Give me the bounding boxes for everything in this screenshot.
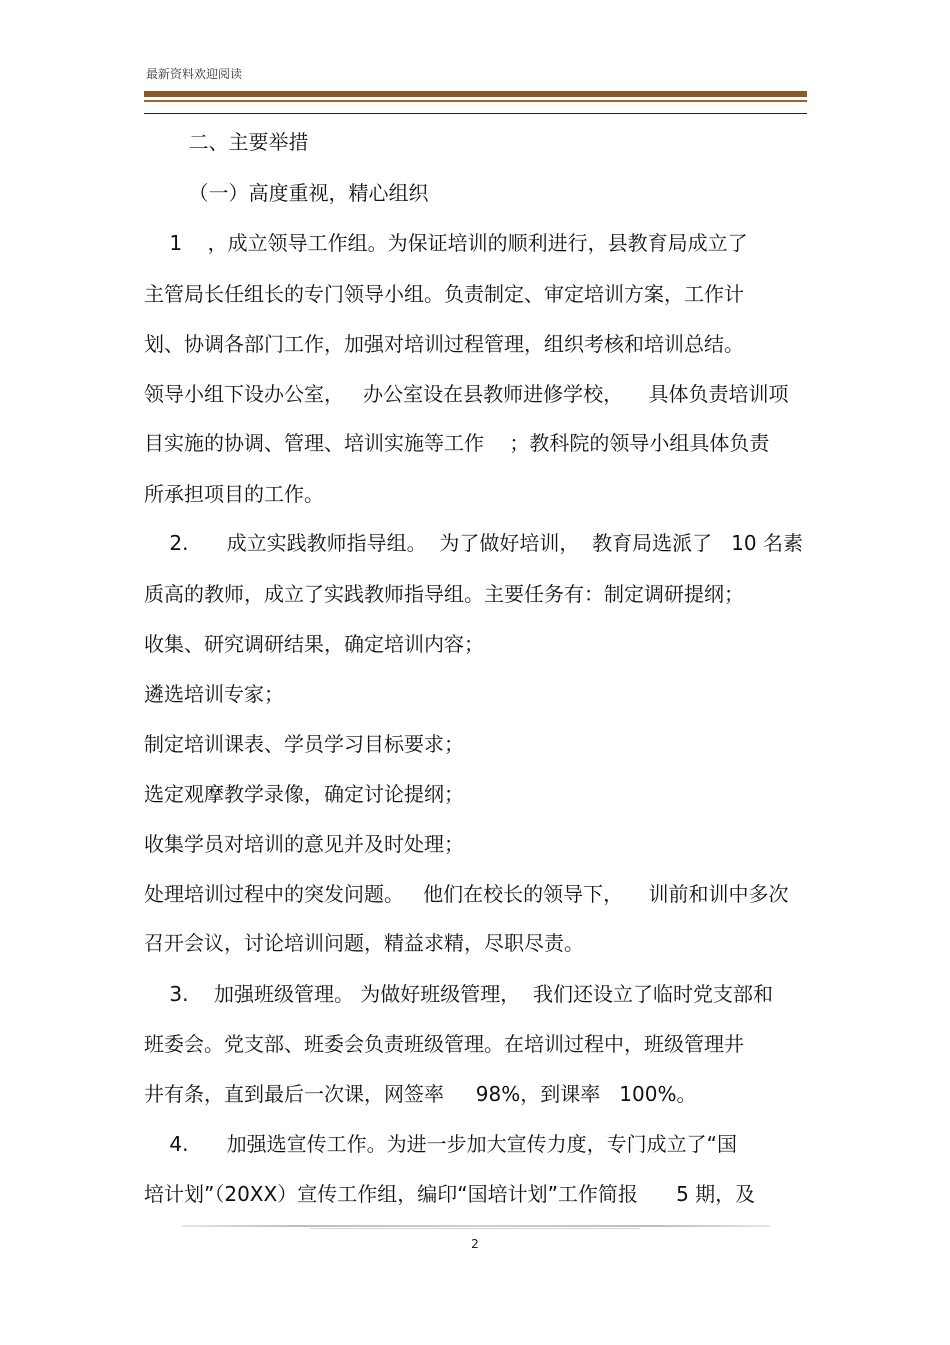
text-line: 制定培训课表、学员学习目标要求；	[144, 732, 464, 756]
text-line: 目实施的协调、管理、培训实施等工作 ；教科院的领导小组具体负责	[144, 431, 770, 455]
text-line: 班委会。党支部、班委会负责班级管理。在培训过程中，班级管理井	[144, 1032, 744, 1056]
text-line: 领导小组下设办公室， 办公室设在县教师进修学校， 具体负责培训项	[144, 382, 789, 406]
text-line: 井有条，直到最后一次课，网签率 98%，到课率 100%。	[144, 1082, 697, 1106]
text-line: 1 ，成立领导工作组。为保证培训的顺利进行，县教育局成立了	[144, 231, 748, 255]
text-line: 3. 加强班级管理。 为做好班级管理， 我们还设立了临时党支部和	[144, 982, 774, 1006]
text-line: 遴选培训专家；	[144, 682, 284, 706]
footer-rule	[182, 1225, 770, 1227]
text-line: 2. 成立实践教师指导组。 为了做好培训， 教育局选派了 10 名素	[144, 531, 803, 555]
text-line: 收集学员对培训的意见并及时处理；	[144, 832, 464, 856]
text-line: 质高的教师，成立了实践教师指导组。主要任务有：制定调研提纲；	[144, 582, 744, 606]
text-line: 主管局长任组长的专门领导小组。负责制定、审定培训方案，工作计	[144, 282, 744, 306]
page-number: 2	[471, 1237, 479, 1251]
text-line: 召开会议，讨论培训问题，精益求精，尽职尽责。	[144, 931, 584, 955]
text-line: 选定观摩教学录像，确定讨论提纲；	[144, 782, 464, 806]
text-line: 处理培训过程中的突发问题。 他们在校长的领导下， 训前和训中多次	[144, 882, 789, 906]
footer-rule-secondary	[310, 1228, 640, 1229]
text-line: 所承担项目的工作。	[144, 482, 324, 506]
text-line: 培计划”（20XX）宣传工作组，编印“国培计划”工作简报 5 期，及	[144, 1182, 756, 1206]
text-line: （一）高度重视，精心组织	[144, 181, 429, 205]
text-line: 划、协调各部门工作，加强对培训过程管理，组织考核和培训总结。	[144, 332, 744, 356]
text-line: 收集、研究调研结果，确定培训内容；	[144, 632, 484, 656]
header-title: 最新资料欢迎阅读	[146, 67, 243, 81]
text-line: 4. 加强选宣传工作。为进一步加大宣传力度，专门成立了“国	[144, 1132, 738, 1156]
text-line: 二、主要举措	[144, 130, 309, 154]
